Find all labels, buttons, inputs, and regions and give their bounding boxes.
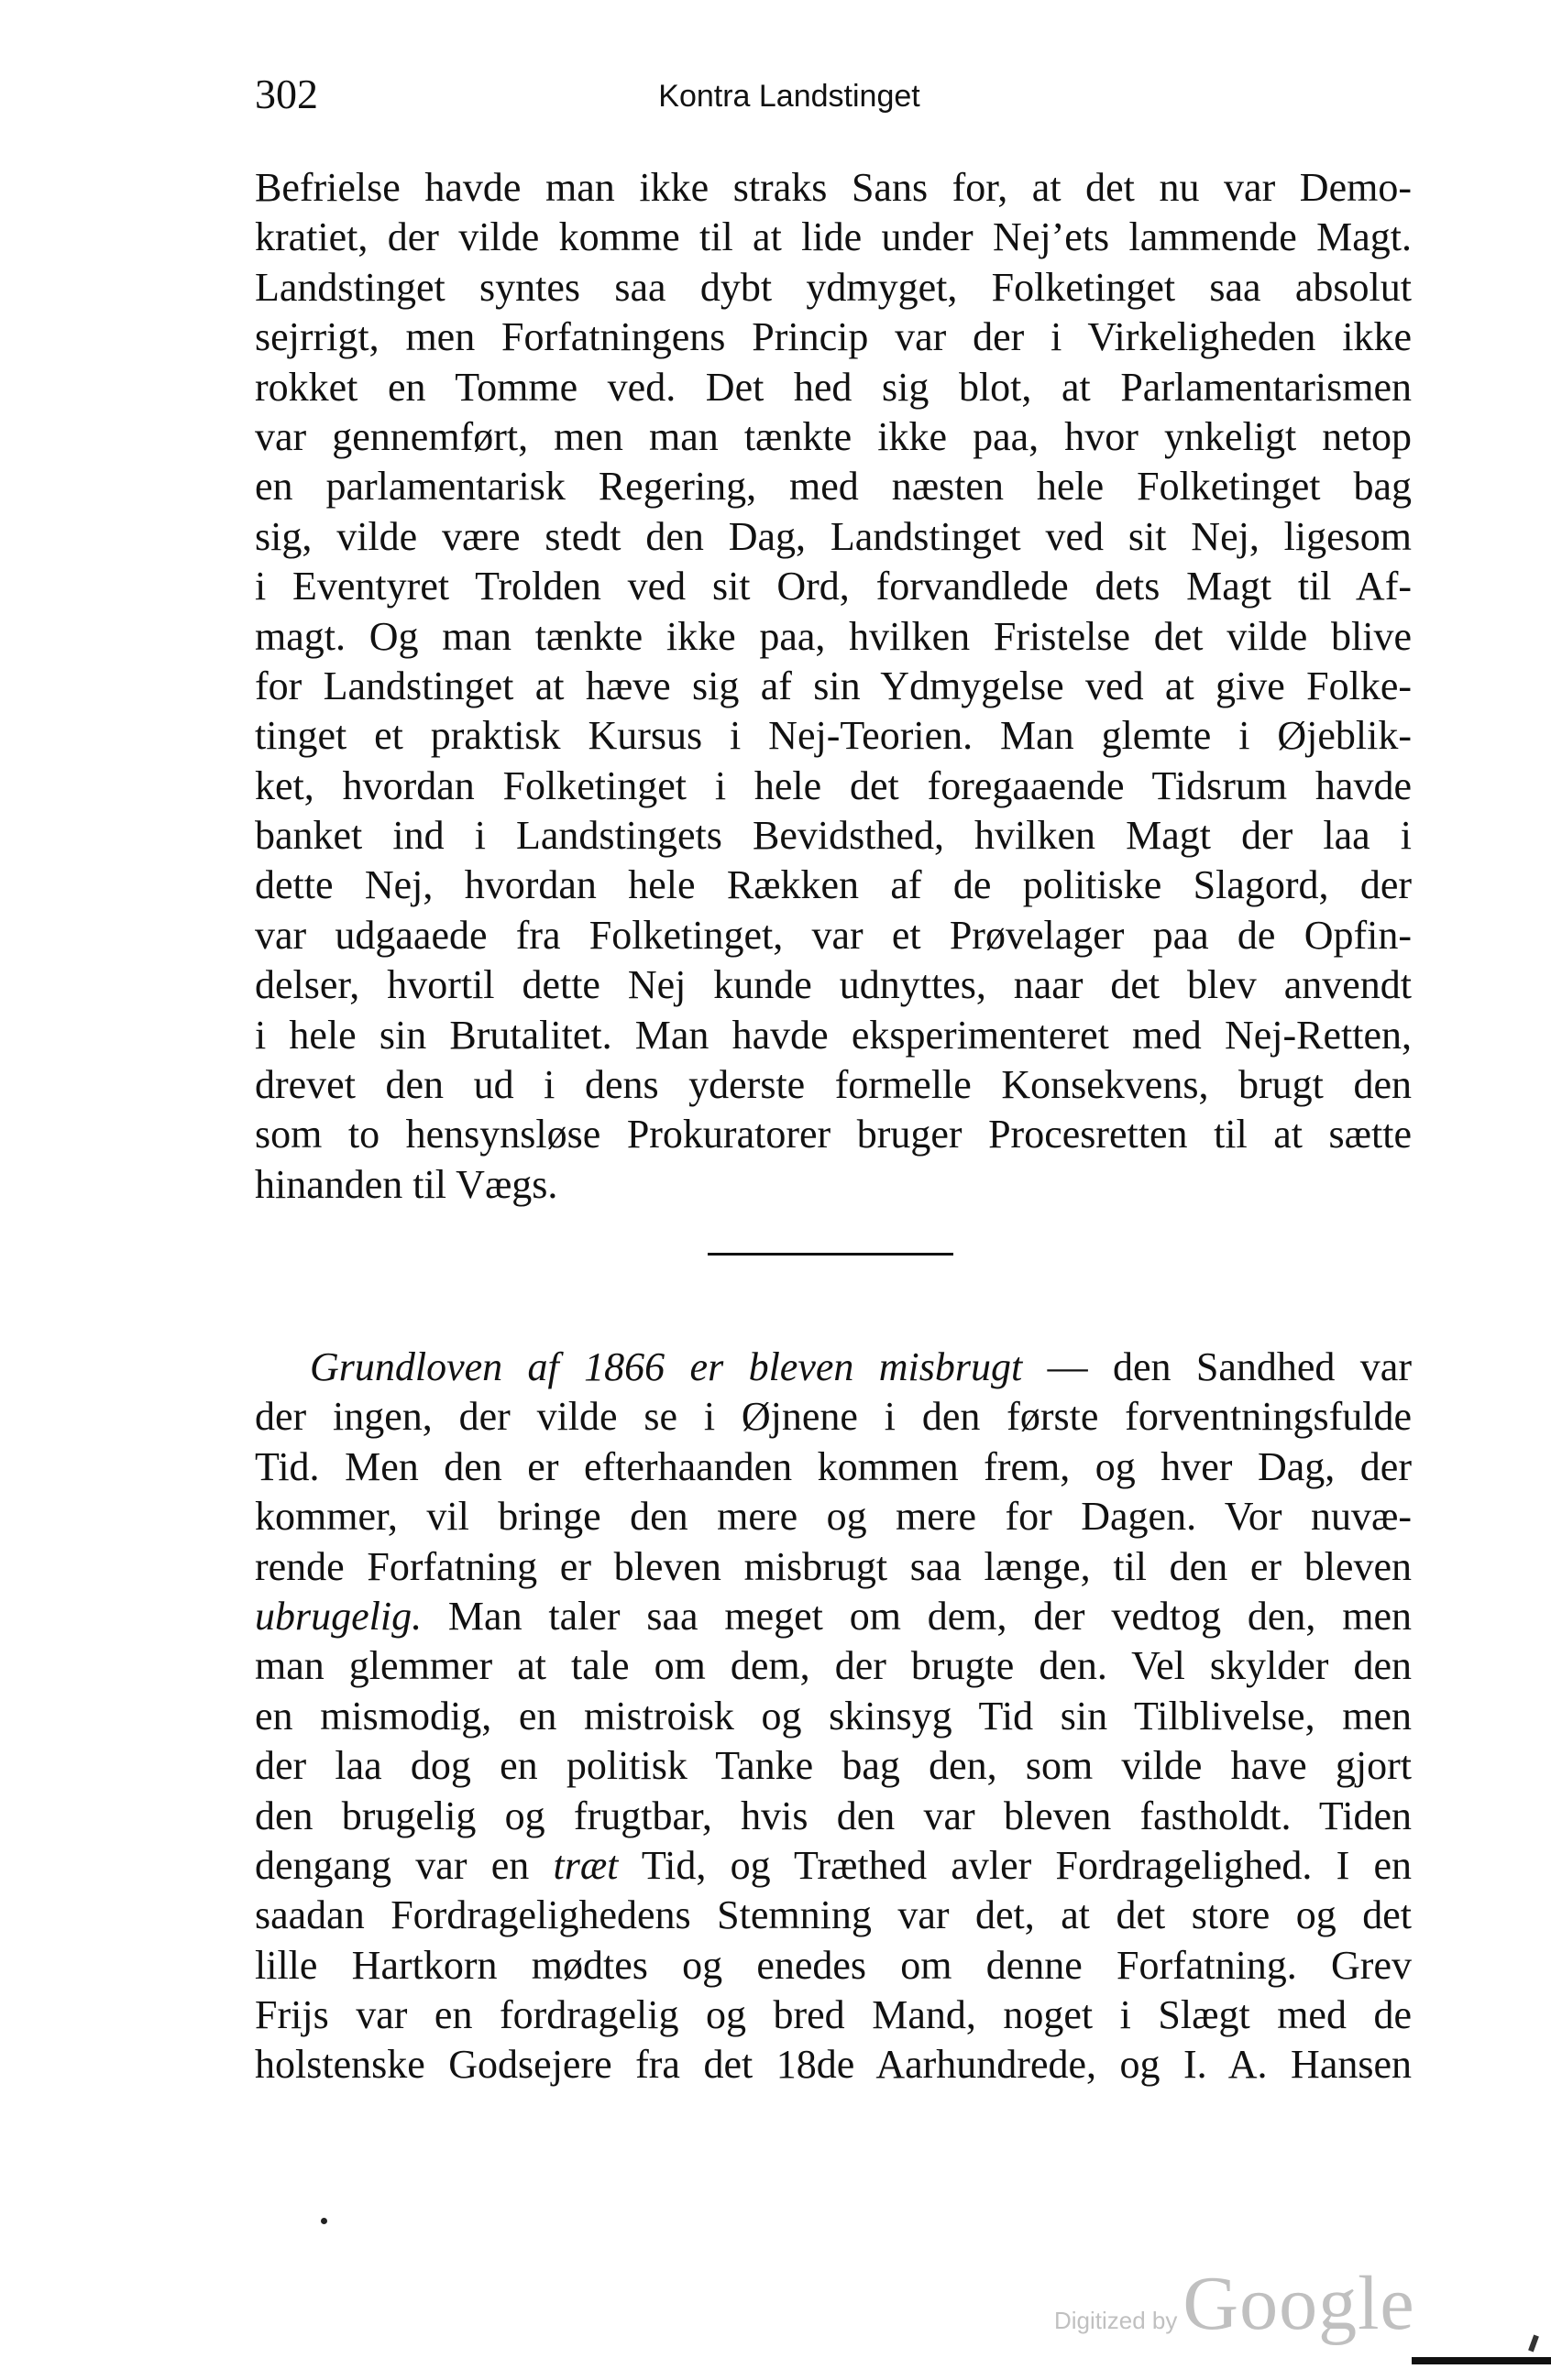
text-line: hinanden til Vægs.	[255, 1161, 558, 1207]
text-line: Befrielse havde man ikke straks Sans for, at det nu var Demo-	[255, 165, 1412, 210]
text-line: sejrrigt, men Forfatningens Princip var der i Virkeligheden ikke	[255, 314, 1412, 360]
text-line: lille Hartkorn mødtes og enedes om denne Forfatning. Grev	[255, 1942, 1412, 1988]
text-line: delser, hvortil dette Nej kunde udnyttes, naar det blev anvendt	[255, 962, 1412, 1008]
text-line: den brugelig og frugtbar, hvis den var bleven fastholdt. Tiden	[255, 1793, 1412, 1838]
digitized-watermark	[1054, 2261, 1415, 2346]
scan-edge-mark	[1528, 2335, 1539, 2353]
text-line: magt. Og man tænkte ikke paa, hvilken Fristelse det vilde blive	[255, 613, 1412, 659]
text-line: sig, vilde være stedt den Dag, Landstinget ved sit Nej, ligesom	[255, 513, 1412, 559]
watermark-prefix: Digitized by	[1054, 2307, 1178, 2334]
italic-phrase: træt	[553, 1842, 619, 1888]
text-line: var udgaaede fra Folketinget, var et Prøvelager paa de Opfin-	[255, 912, 1412, 958]
text-line: som to hensynsløse Prokuratorer bruger Procesretten til at sætte	[255, 1112, 1412, 1157]
text-fragment: — den Sandhed var	[1022, 1344, 1412, 1389]
text-line: der laa dog en politisk Tanke bag den, som vilde have gjort	[255, 1743, 1412, 1789]
text-line	[255, 1592, 1412, 1641]
text-line: der ingen, der vilde se i Øjnene i den første forventningsfulde	[255, 1394, 1412, 1440]
text-line: Frijs var en fordragelig og bred Mand, noget i Slægt med de	[255, 1992, 1412, 2038]
text-line: rende Forfatning er bleven misbrugt saa længe, til den er bleven	[255, 1543, 1412, 1589]
text-fragment: Man taler saa meget om dem, der vedtog den, men	[422, 1593, 1412, 1639]
text-fragment: dengang var en	[255, 1842, 554, 1888]
text-line: i hele sin Brutalitet. Man havde eksperimenteret med Nej-Retten,	[255, 1012, 1412, 1058]
text-line: en mismodig, en mistroisk og skinsyg Tid sin Tilblivelse, men	[255, 1693, 1412, 1738]
text-line: banket ind i Landstingets Bevidsthed, hvilken Magt der laa i	[255, 813, 1412, 859]
text-line: en parlamentarisk Regering, med næsten hele Folketinget bag	[255, 464, 1412, 510]
text-line: Landstinget syntes saa dybt ydmyget, Folketinget saa absolut	[255, 264, 1412, 310]
text-line: i Eventyret Trolden ved sit Ord, forvandlede dets Magt til Af-	[255, 564, 1412, 609]
page-number: 302	[255, 71, 318, 117]
italic-phrase: ubrugelig.	[255, 1593, 423, 1639]
text-line	[255, 1343, 1412, 1392]
text-line: man glemmer at tale om dem, der brugte den. Vel skylder den	[255, 1643, 1412, 1689]
text-line: kommer, vil bringe den mere og mere for Dagen. Vor nuvæ-	[255, 1494, 1412, 1540]
text-line: ket, hvordan Folketinget i hele det foregaaende Tidsrum havde	[255, 762, 1412, 808]
text-line: for Landstinget at hæve sig af sin Ydmygelse ved at give Folke-	[255, 663, 1412, 708]
paragraph-2	[255, 1343, 1412, 2090]
ink-speck	[321, 2218, 327, 2224]
text-line: rokket en Tomme ved. Det hed sig blot, at Parlamentarismen	[255, 364, 1412, 410]
text-line: holstenske Godsejere fra det 18de Aarhundrede, og I. A. Hansen	[255, 2042, 1412, 2088]
text-fragment: Tid, og Træthed avler Fordragelighed. I en	[618, 1842, 1412, 1888]
text-line: saadan Fordragelighedens Stemning var det, at det store og det	[255, 1892, 1412, 1938]
text-line: drevet den ud i dens yderste formelle Konsekvens, brugt den	[255, 1062, 1412, 1108]
text-line: tinget et praktisk Kursus i Nej-Teorien. Man glemte i Øjeblik-	[255, 713, 1412, 759]
paragraph-1	[255, 163, 1412, 1210]
scan-edge-mark	[1412, 2357, 1551, 2364]
italic-phrase: Grundloven af 1866 er bleven misbrugt	[310, 1344, 1023, 1389]
text-line: dette Nej, hvordan hele Rækken af de politiske Slagord, der	[255, 862, 1412, 908]
text-line: Tid. Men den er efterhaanden kommen frem, og hver Dag, der	[255, 1443, 1412, 1489]
running-title: Kontra Landstinget	[658, 79, 920, 114]
text-line: var gennemført, men man tænkte ikke paa, hvor ynkeligt netop	[255, 413, 1412, 459]
google-logo: Google	[1182, 2261, 1415, 2346]
text-line: kratiet, der vilde komme til at lide under Nej’ets lammende Magt.	[255, 214, 1412, 260]
section-divider	[708, 1253, 953, 1256]
text-line	[255, 1841, 1412, 1891]
